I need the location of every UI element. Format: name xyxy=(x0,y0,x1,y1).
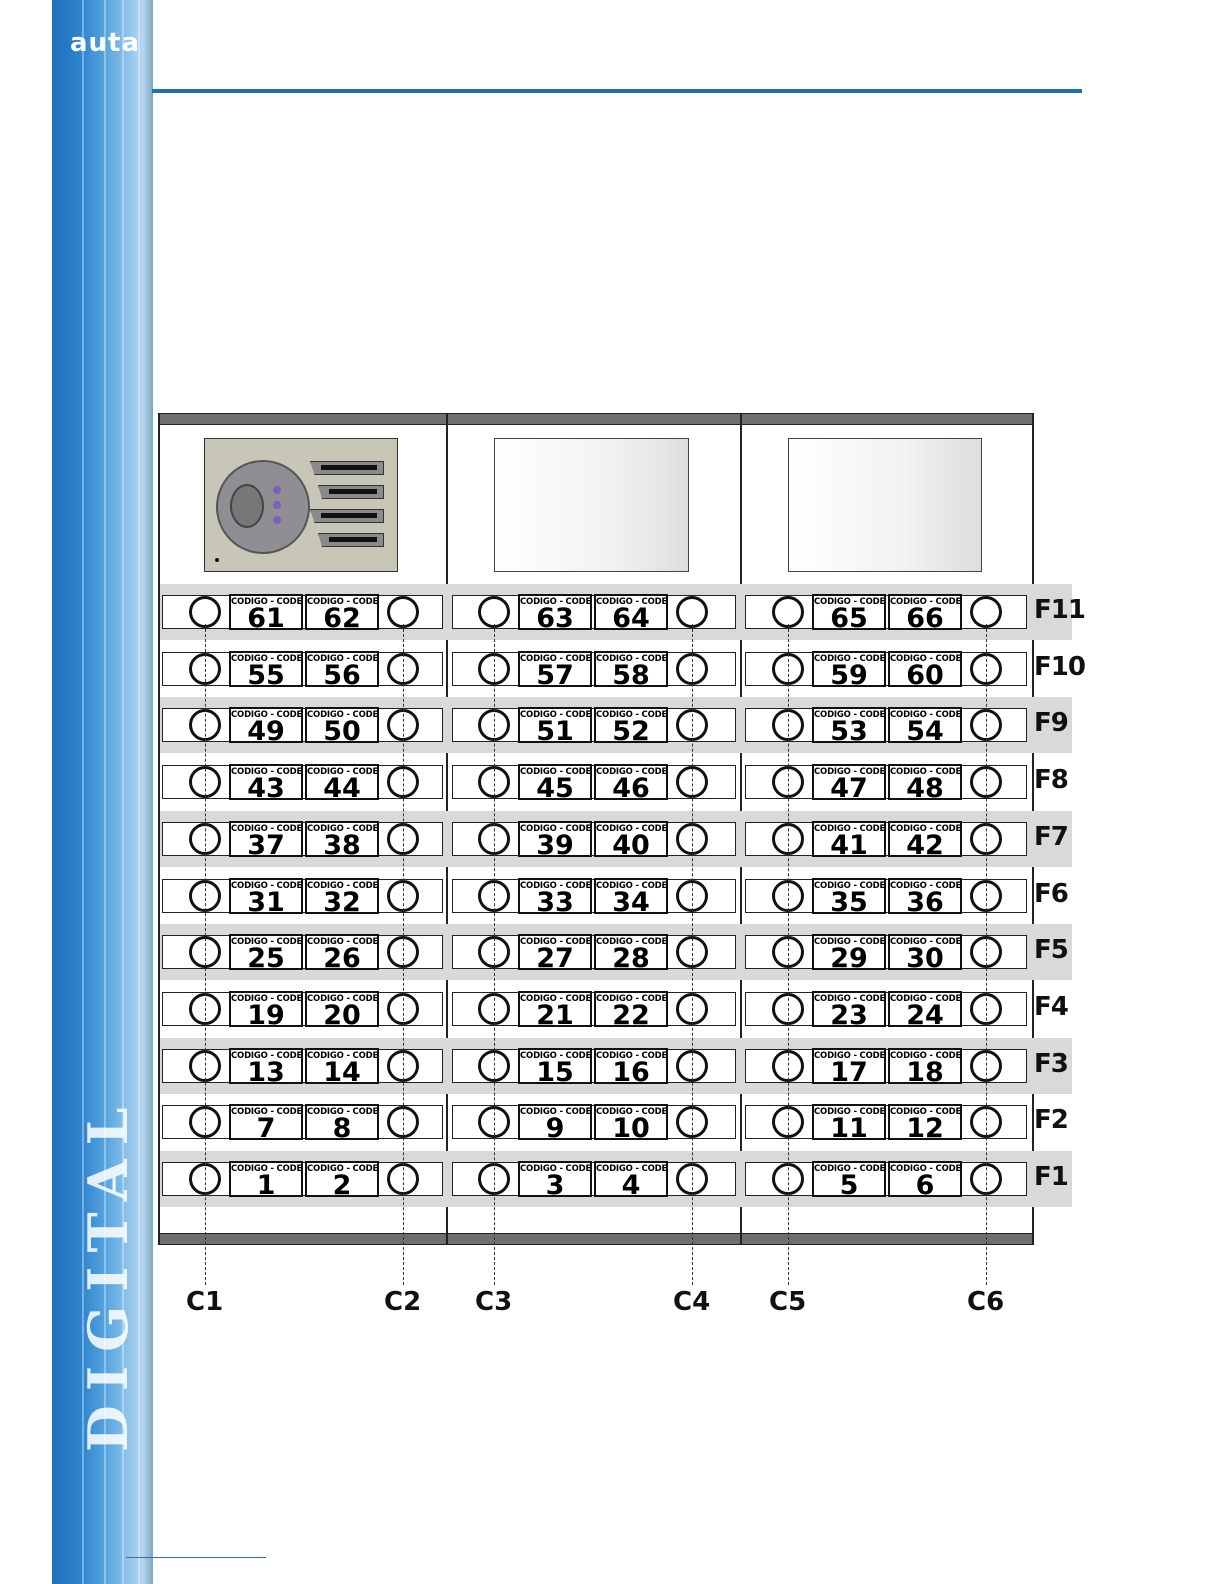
camera-lens-icon xyxy=(230,484,264,528)
code-label xyxy=(305,764,379,805)
code-label xyxy=(888,1048,962,1088)
code-label xyxy=(518,707,592,748)
code-caption: CODIGO - CODE xyxy=(596,937,668,948)
code-number: 30 xyxy=(906,943,944,975)
code-caption: CODIGO - CODE xyxy=(596,653,668,664)
code-number: 37 xyxy=(247,829,285,861)
code-caption: CODIGO - CODE xyxy=(520,880,592,891)
code-number: 18 xyxy=(906,1056,944,1088)
indicator-led-icon xyxy=(273,516,281,524)
code-label xyxy=(594,1048,668,1088)
code-caption: CODIGO - CODE xyxy=(596,1107,668,1118)
code-caption: CODIGO - CODE xyxy=(596,823,668,834)
indicator-led-icon xyxy=(273,501,281,509)
code-number: 62 xyxy=(323,603,361,634)
code-number: 36 xyxy=(906,886,944,918)
code-number: 43 xyxy=(247,773,285,805)
code-label xyxy=(594,1161,668,1201)
code-caption: CODIGO - CODE xyxy=(814,1107,886,1118)
code-number: 39 xyxy=(536,829,574,861)
code-number: 11 xyxy=(830,1113,868,1145)
row-label: F5 xyxy=(1034,935,1068,966)
code-label xyxy=(812,991,886,1031)
code-caption: CODIGO - CODE xyxy=(814,710,886,721)
code-label xyxy=(229,1104,303,1145)
grille-slot xyxy=(310,461,384,475)
column-guide-line xyxy=(403,624,404,1285)
code-caption: CODIGO - CODE xyxy=(814,597,886,607)
code-caption: CODIGO - CODE xyxy=(307,597,379,607)
code-label xyxy=(888,1161,962,1201)
code-caption: CODIGO - CODE xyxy=(231,1164,303,1174)
code-number: 7 xyxy=(256,1113,276,1145)
code-label xyxy=(305,1161,379,1201)
code-label xyxy=(518,991,592,1031)
code-caption: CODIGO - CODE xyxy=(890,1050,962,1061)
code-caption: CODIGO - CODE xyxy=(231,710,303,721)
code-label xyxy=(229,991,303,1031)
code-label xyxy=(229,764,303,805)
blank-module-window xyxy=(788,438,982,572)
code-label xyxy=(229,821,303,861)
code-label xyxy=(305,707,379,748)
code-label xyxy=(305,821,379,861)
code-caption: CODIGO - CODE xyxy=(890,597,962,607)
code-label xyxy=(518,1161,592,1201)
code-label xyxy=(812,934,886,975)
brand-logo: auta xyxy=(70,28,141,58)
code-caption: CODIGO - CODE xyxy=(814,1164,886,1174)
column-label: C2 xyxy=(384,1287,422,1317)
code-label xyxy=(518,821,592,861)
code-number: 4 xyxy=(621,1170,641,1201)
code-caption: CODIGO - CODE xyxy=(814,1050,886,1061)
grille-slot xyxy=(318,485,384,499)
code-label xyxy=(888,1104,962,1145)
code-label xyxy=(594,651,668,691)
code-caption: CODIGO - CODE xyxy=(307,993,379,1004)
panel-top-bar xyxy=(158,413,1034,425)
code-label xyxy=(518,594,592,634)
column-guide-line xyxy=(494,624,495,1285)
code-label xyxy=(812,821,886,861)
code-label xyxy=(594,934,668,975)
code-caption: CODIGO - CODE xyxy=(520,767,592,778)
code-caption: CODIGO - CODE xyxy=(520,597,592,607)
code-caption: CODIGO - CODE xyxy=(814,937,886,948)
code-number: 24 xyxy=(906,999,944,1031)
code-caption: CODIGO - CODE xyxy=(520,1107,592,1118)
code-label xyxy=(305,878,379,918)
code-label xyxy=(888,764,962,805)
row-label: F3 xyxy=(1034,1048,1068,1079)
code-label xyxy=(518,764,592,805)
code-caption: CODIGO - CODE xyxy=(307,1107,379,1118)
code-label xyxy=(305,594,379,634)
code-number: 14 xyxy=(323,1056,361,1088)
code-number: 5 xyxy=(839,1170,859,1201)
code-label xyxy=(888,651,962,691)
code-number: 3 xyxy=(545,1170,565,1201)
code-number: 35 xyxy=(830,886,868,918)
code-caption: CODIGO - CODE xyxy=(307,880,379,891)
code-label xyxy=(305,1104,379,1145)
code-caption: CODIGO - CODE xyxy=(596,880,668,891)
code-caption: CODIGO - CODE xyxy=(814,823,886,834)
code-caption: CODIGO - CODE xyxy=(814,880,886,891)
grille-slot xyxy=(310,509,384,523)
code-label xyxy=(518,1048,592,1088)
code-caption: CODIGO - CODE xyxy=(307,937,379,948)
row-label: F6 xyxy=(1034,878,1068,909)
code-number: 16 xyxy=(612,1056,650,1088)
code-number: 56 xyxy=(323,659,361,691)
code-caption: CODIGO - CODE xyxy=(596,710,668,721)
indicator-led-icon xyxy=(273,486,281,494)
code-caption: CODIGO - CODE xyxy=(596,993,668,1004)
code-caption: CODIGO - CODE xyxy=(890,937,962,948)
code-caption: CODIGO - CODE xyxy=(520,1164,592,1174)
code-caption: CODIGO - CODE xyxy=(890,993,962,1004)
code-number: 27 xyxy=(536,943,574,975)
code-caption: CODIGO - CODE xyxy=(890,880,962,891)
code-number: 42 xyxy=(906,829,944,861)
code-label xyxy=(229,878,303,918)
code-caption: CODIGO - CODE xyxy=(596,597,668,607)
code-number: 10 xyxy=(612,1113,650,1145)
code-number: 45 xyxy=(536,773,574,805)
code-label xyxy=(229,934,303,975)
code-label xyxy=(888,991,962,1031)
code-caption: CODIGO - CODE xyxy=(890,767,962,778)
code-label xyxy=(888,821,962,861)
code-caption: CODIGO - CODE xyxy=(307,653,379,664)
row-label: F11 xyxy=(1034,595,1085,625)
code-caption: CODIGO - CODE xyxy=(231,653,303,664)
code-number: 59 xyxy=(830,659,868,691)
row-label: F2 xyxy=(1034,1105,1068,1136)
code-number: 22 xyxy=(612,999,650,1031)
code-number: 63 xyxy=(536,603,574,634)
code-caption: CODIGO - CODE xyxy=(890,710,962,721)
code-label xyxy=(812,1048,886,1088)
panel-bottom-bar xyxy=(158,1233,1034,1245)
code-label xyxy=(305,991,379,1031)
column-guide-line xyxy=(205,624,206,1285)
column-label: C1 xyxy=(186,1287,224,1317)
code-caption: CODIGO - CODE xyxy=(596,1164,668,1174)
code-caption: CODIGO - CODE xyxy=(596,1050,668,1061)
code-caption: CODIGO - CODE xyxy=(890,1107,962,1118)
code-caption: CODIGO - CODE xyxy=(231,1050,303,1061)
code-number: 48 xyxy=(906,773,944,805)
row-label: F7 xyxy=(1034,821,1068,852)
code-number: 40 xyxy=(612,829,650,861)
code-number: 28 xyxy=(612,943,650,975)
code-caption: CODIGO - CODE xyxy=(890,823,962,834)
code-label xyxy=(305,934,379,975)
code-number: 19 xyxy=(247,999,285,1031)
row-label: F4 xyxy=(1034,991,1068,1022)
code-number: 41 xyxy=(830,829,868,861)
code-number: 2 xyxy=(332,1170,352,1201)
code-label xyxy=(594,1104,668,1145)
code-caption: CODIGO - CODE xyxy=(890,653,962,664)
code-number: 20 xyxy=(323,999,361,1031)
row-label: F9 xyxy=(1034,708,1068,739)
code-number: 49 xyxy=(247,716,285,748)
code-label xyxy=(229,1048,303,1088)
column-guide-line xyxy=(788,624,789,1285)
code-caption: CODIGO - CODE xyxy=(231,767,303,778)
code-number: 25 xyxy=(247,943,285,975)
slot-bar xyxy=(329,489,377,494)
code-number: 52 xyxy=(612,716,650,748)
code-label xyxy=(812,707,886,748)
code-number: 6 xyxy=(915,1170,935,1201)
slot-bar xyxy=(321,465,377,470)
code-caption: CODIGO - CODE xyxy=(520,710,592,721)
code-caption: CODIGO - CODE xyxy=(307,823,379,834)
code-number: 1 xyxy=(256,1170,276,1201)
code-label xyxy=(812,764,886,805)
code-number: 65 xyxy=(830,603,868,634)
code-caption: CODIGO - CODE xyxy=(307,1164,379,1174)
code-label xyxy=(812,594,886,634)
code-caption: CODIGO - CODE xyxy=(520,1050,592,1061)
code-caption: CODIGO - CODE xyxy=(231,823,303,834)
sidebar-vertical-title: DIGITAL xyxy=(76,1093,140,1452)
code-label xyxy=(594,878,668,918)
code-caption: CODIGO - CODE xyxy=(307,767,379,778)
code-label xyxy=(229,594,303,634)
row-label: F1 xyxy=(1034,1162,1068,1192)
code-number: 8 xyxy=(332,1113,352,1145)
code-label xyxy=(812,1161,886,1201)
code-label xyxy=(888,934,962,975)
code-caption: CODIGO - CODE xyxy=(520,993,592,1004)
code-number: 55 xyxy=(247,659,285,691)
code-caption: CODIGO - CODE xyxy=(231,880,303,891)
code-number: 53 xyxy=(830,716,868,748)
code-number: 32 xyxy=(323,886,361,918)
code-label xyxy=(594,594,668,634)
code-label xyxy=(594,707,668,748)
code-number: 17 xyxy=(830,1056,868,1088)
code-label xyxy=(888,594,962,634)
code-number: 13 xyxy=(247,1056,285,1088)
code-label xyxy=(812,651,886,691)
code-label xyxy=(229,651,303,691)
code-caption: CODIGO - CODE xyxy=(520,823,592,834)
code-number: 57 xyxy=(536,659,574,691)
code-number: 21 xyxy=(536,999,574,1031)
column-guide-line xyxy=(986,624,987,1285)
code-caption: CODIGO - CODE xyxy=(231,993,303,1004)
column-label: C3 xyxy=(475,1287,513,1317)
code-label xyxy=(812,1104,886,1145)
slot-bar xyxy=(321,513,377,518)
code-label xyxy=(518,651,592,691)
code-label xyxy=(229,1161,303,1201)
code-caption: CODIGO - CODE xyxy=(814,993,886,1004)
code-label xyxy=(594,991,668,1031)
code-number: 29 xyxy=(830,943,868,975)
row-label: F8 xyxy=(1034,765,1068,796)
code-number: 66 xyxy=(906,603,944,634)
code-label xyxy=(888,878,962,918)
code-label xyxy=(594,821,668,861)
code-number: 61 xyxy=(247,603,285,634)
code-label xyxy=(518,878,592,918)
code-caption: CODIGO - CODE xyxy=(231,937,303,948)
code-number: 44 xyxy=(323,773,361,805)
code-number: 15 xyxy=(536,1056,574,1088)
code-label xyxy=(888,707,962,748)
code-caption: CODIGO - CODE xyxy=(520,937,592,948)
code-label xyxy=(305,651,379,691)
code-number: 26 xyxy=(323,943,361,975)
slot-bar xyxy=(329,537,377,542)
code-number: 64 xyxy=(612,603,650,634)
column-label: C6 xyxy=(967,1287,1005,1317)
code-label xyxy=(594,764,668,805)
code-caption: CODIGO - CODE xyxy=(890,1164,962,1174)
code-number: 60 xyxy=(906,659,944,691)
grille-slot xyxy=(318,533,384,547)
microphone-icon xyxy=(215,558,219,562)
code-caption: CODIGO - CODE xyxy=(307,1050,379,1061)
code-caption: CODIGO - CODE xyxy=(596,767,668,778)
blank-module-window xyxy=(494,438,689,572)
code-number: 34 xyxy=(612,886,650,918)
code-label xyxy=(229,707,303,748)
code-number: 12 xyxy=(906,1113,944,1145)
column-guide-line xyxy=(692,624,693,1285)
column-label: C5 xyxy=(769,1287,807,1317)
code-number: 46 xyxy=(612,773,650,805)
code-number: 9 xyxy=(545,1113,565,1145)
code-label xyxy=(518,934,592,975)
code-caption: CODIGO - CODE xyxy=(231,1107,303,1118)
code-caption: CODIGO - CODE xyxy=(814,653,886,664)
code-number: 23 xyxy=(830,999,868,1031)
code-label xyxy=(305,1048,379,1088)
code-number: 54 xyxy=(906,716,944,748)
code-number: 38 xyxy=(323,829,361,861)
code-number: 47 xyxy=(830,773,868,805)
code-number: 31 xyxy=(247,886,285,918)
row-label: F10 xyxy=(1034,651,1085,682)
code-caption: CODIGO - CODE xyxy=(520,653,592,664)
code-caption: CODIGO - CODE xyxy=(231,597,303,607)
code-label xyxy=(518,1104,592,1145)
code-number: 58 xyxy=(612,659,650,691)
code-number: 33 xyxy=(536,886,574,918)
code-number: 50 xyxy=(323,716,361,748)
code-caption: CODIGO - CODE xyxy=(814,767,886,778)
column-label: C4 xyxy=(673,1287,711,1317)
code-label xyxy=(812,878,886,918)
code-number: 51 xyxy=(536,716,574,748)
code-caption: CODIGO - CODE xyxy=(307,710,379,721)
